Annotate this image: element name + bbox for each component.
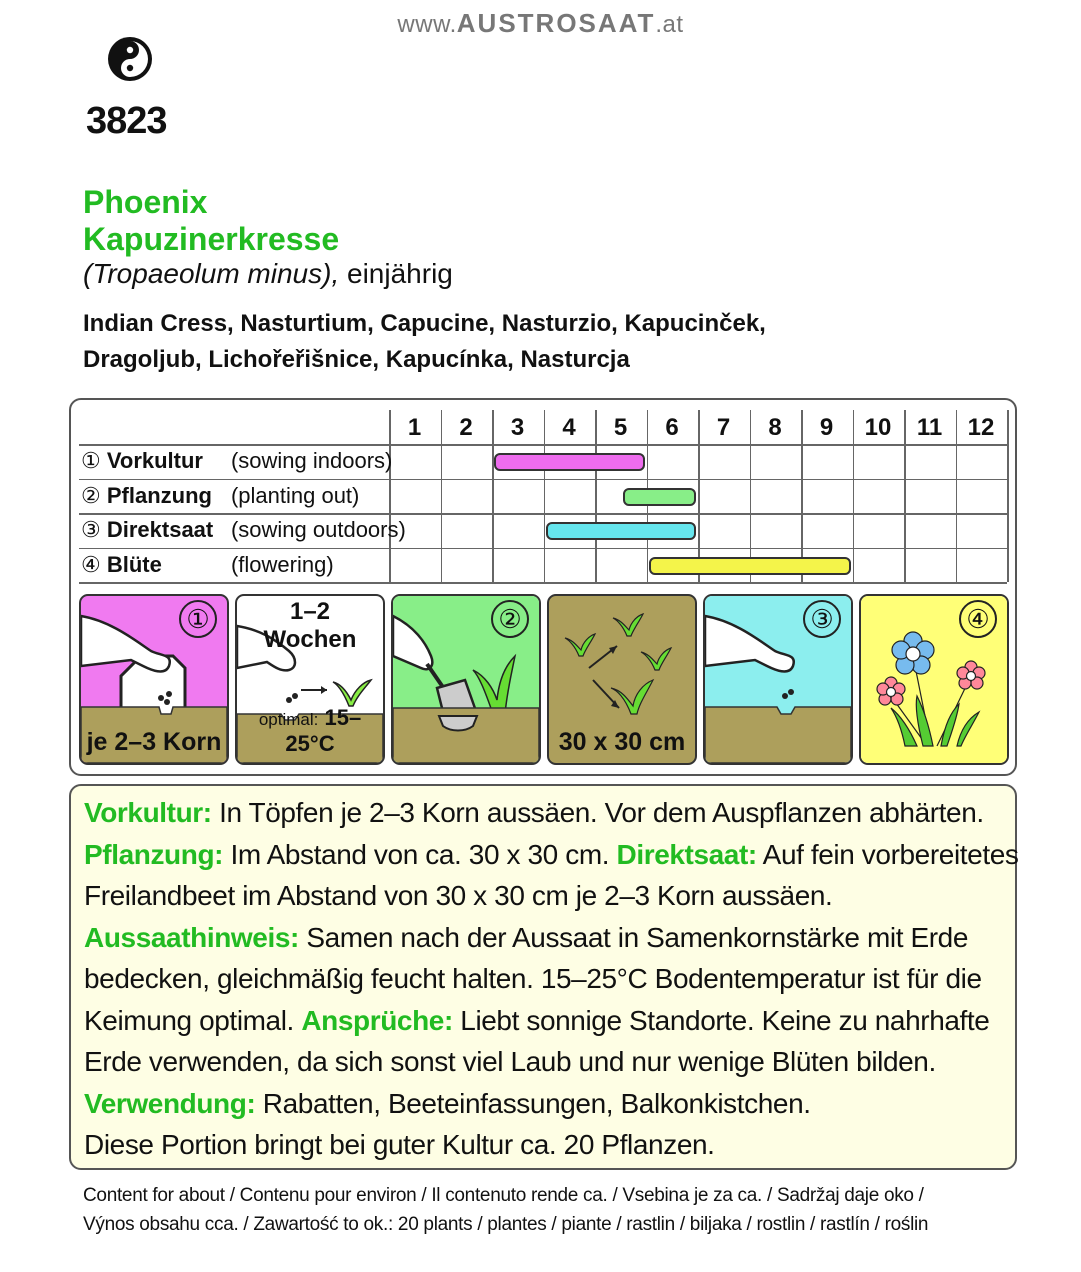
grid-hline: [79, 479, 1007, 481]
brand-name: AUSTROSAAT: [456, 8, 656, 38]
step-number-2: ②: [491, 600, 529, 638]
instruction-line-2: [84, 834, 1019, 876]
month-label: 2: [459, 414, 473, 441]
label-verwendung: Verwendung:: [84, 1087, 256, 1119]
instruction-line-8: [84, 1083, 1009, 1125]
step-number-3: ③: [803, 600, 841, 638]
tile-flowering: [859, 594, 1009, 765]
grid-vline: [1007, 410, 1009, 582]
month-label: 9: [819, 414, 834, 441]
footer-line-1: Content for about / Contenu pour environ / Il contenuto rende ca. / Vsebina je za ca. / Sadržaj daje oko /: [83, 1185, 924, 1206]
row-translation: (planting out): [224, 482, 360, 508]
row-name: Direktsaat: [106, 517, 214, 542]
text-vorkultur: In Töpfen je 2–3 Korn aussäen. Vor dem Auspflanzen abhärten.: [211, 797, 984, 828]
germination-time: [237, 598, 383, 654]
article-number: 3823: [86, 100, 167, 142]
text-pflanzung: Im Abstand von ca. 30 x 30 cm.: [223, 838, 617, 870]
label-vorkultur: Vorkultur:: [84, 797, 212, 828]
label-ansprueche: Ansprüche:: [301, 1004, 453, 1036]
month-label: 10: [864, 414, 892, 441]
growing-calendar-panel: [69, 398, 1017, 776]
instruction-line-7: Erde verwenden, da sich sonst viel Laub und nur wenige Blüten bilden.: [84, 1046, 936, 1077]
instruction-line-6: [84, 1000, 1009, 1042]
row-symbol: ①: [81, 448, 107, 473]
url-suffix: .at: [655, 11, 684, 38]
calendar-bar: [623, 488, 696, 506]
row-symbol: ②: [81, 482, 107, 508]
row-symbol: ③: [81, 517, 107, 542]
temperature-label: optimal:: [258, 710, 319, 729]
label-direktsaat: Direktsaat:: [616, 838, 757, 870]
calendar-row-label: [81, 448, 392, 474]
month-label: 5: [613, 414, 628, 441]
label-pflanzung: Pflanzung:: [84, 838, 224, 870]
step-number-4: ④: [959, 600, 997, 638]
latin-name: [83, 258, 453, 290]
product-name-line1: Phoenix: [83, 184, 208, 220]
text-verwendung: Rabatten, Beeteinfassungen, Balkonkistchen.: [255, 1087, 811, 1119]
month-label: 6: [665, 414, 679, 441]
instructions-panel: [69, 784, 1017, 1170]
weeks-label: Wochen: [263, 626, 357, 653]
instruction-line-9: Diese Portion bringt bei guter Kultur ca. 20 Pflanzen.: [84, 1129, 715, 1160]
instruction-line-5: bedecken, gleichmäßig feucht halten. 15–25°C Bodentemperatur ist für die: [84, 963, 982, 994]
text-aussaathinweis: Samen nach der Aussaat in Samenkornstärke mit Erde: [298, 921, 969, 953]
tile-spacing: [547, 594, 697, 765]
row-translation: (sowing outdoors): [224, 517, 406, 542]
tile-germination: [235, 594, 385, 765]
month-label: 4: [562, 414, 576, 441]
text-ansprueche: Liebt sonnige Standorte. Keine zu nahrhafte: [452, 1004, 990, 1036]
row-translation: (sowing indoors): [224, 448, 393, 473]
row-name: Pflanzung: [106, 482, 212, 508]
text-direktsaat: Auf fein vorbereitetes: [756, 838, 1019, 870]
instruction-line-4: [84, 917, 1009, 959]
translations-line1: Indian Cress, Nasturtium, Capucine, Nasturzio, Kapucinček,: [83, 310, 766, 337]
grid-hline: [79, 513, 1007, 515]
temperature-value: 15–25°C: [285, 705, 362, 756]
grid-hline: [79, 444, 1007, 446]
month-label: 8: [768, 414, 782, 441]
latin-binomial: (Tropaeolum minus),: [83, 258, 340, 289]
calendar-row-label: [81, 483, 359, 509]
url-prefix: www.: [397, 11, 457, 38]
row-translation: (flowering): [224, 551, 334, 577]
text-keimung: Keimung optimal.: [84, 1004, 302, 1036]
calendar-bar: [649, 557, 851, 575]
month-label: 7: [716, 414, 731, 441]
website-url: [0, 8, 1081, 39]
instruction-line-1: [84, 792, 1009, 834]
step-number-1: ①: [179, 600, 217, 638]
label-aussaathinweis: Aussaathinweis:: [84, 921, 299, 953]
tile-sowing-outdoors: [703, 594, 853, 765]
translations-line2: Dragoljub, Lichořeřišnice, Kapucínka, Nasturcja: [83, 346, 630, 373]
row-name: Blüte: [106, 551, 162, 577]
weeks-range: 1–2: [289, 598, 331, 625]
footer-line-2: Výnos obsahu cca. / Zawartość to ok.: 20 plants / plantes / piante / rastlin / biljaka / rostlin / rastlín / roślin: [83, 1214, 929, 1235]
temperature-caption: [237, 705, 383, 757]
tile1-caption: je 2–3 Korn: [86, 728, 222, 756]
tile-sowing-indoors: [79, 594, 229, 765]
row-symbol: ④: [81, 551, 107, 577]
lifecycle: einjährig: [339, 258, 453, 289]
month-label: 12: [967, 414, 995, 441]
calendar-bar: [546, 522, 697, 540]
grid-hline: [79, 582, 1007, 584]
spacing-caption: 30 x 30 cm: [558, 728, 686, 756]
month-label: 11: [916, 414, 943, 441]
row-name: Vorkultur: [106, 448, 203, 473]
tile-planting-out: [391, 594, 541, 765]
month-label: 3: [510, 414, 525, 441]
green-dot-recycling-icon: [106, 35, 154, 83]
calendar-bar: [494, 453, 645, 471]
grid-hline: [79, 548, 1007, 550]
instruction-line-3: Freilandbeet im Abstand von 30 x 30 cm je 2–3 Korn aussäen.: [84, 880, 833, 911]
product-name-line2: Kapuzinerkresse: [83, 221, 340, 257]
calendar-row-label: [81, 517, 406, 543]
calendar-row-label: [81, 552, 334, 578]
month-label: 1: [407, 414, 422, 441]
